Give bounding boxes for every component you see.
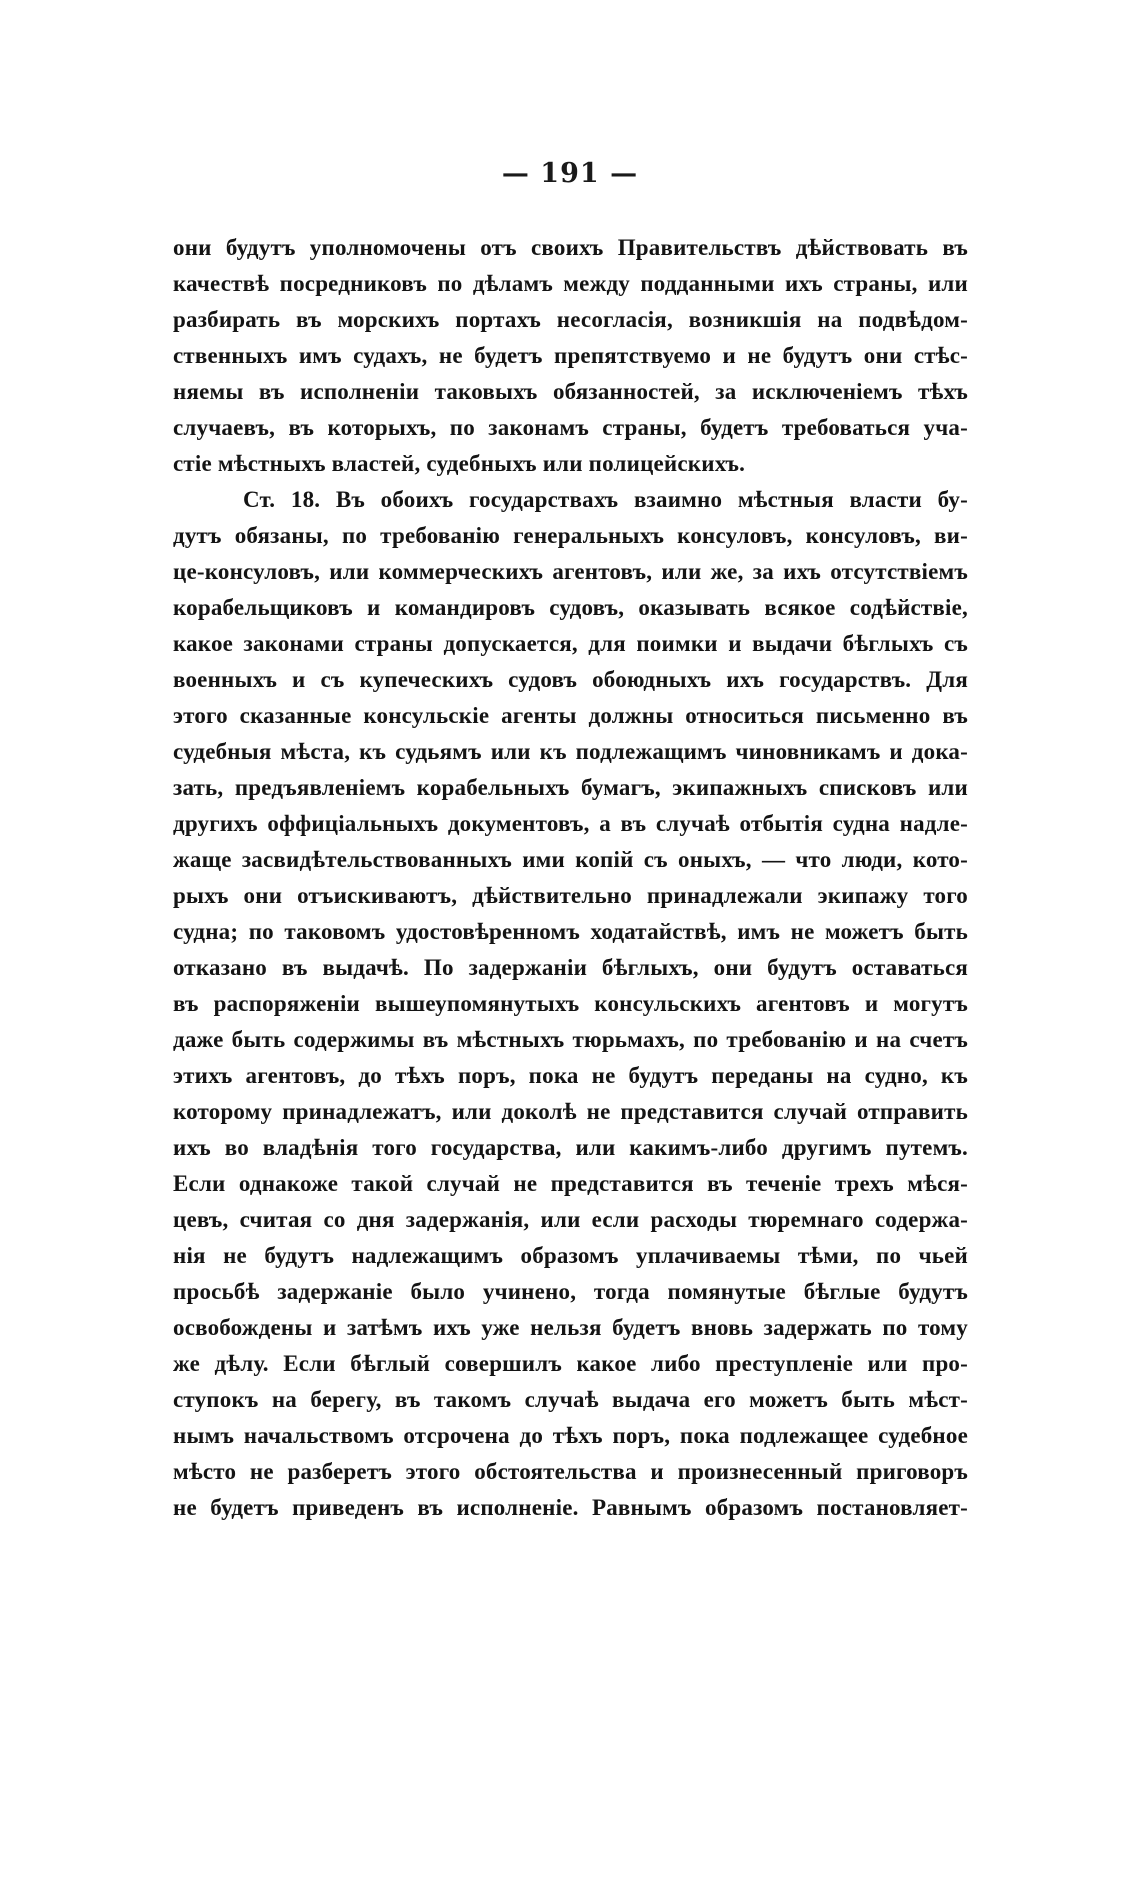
text-line: не будетъ приведенъ въ исполненіе. Равнымъ образомъ постановляет- — [173, 1495, 968, 1520]
article-heading-line: Ст. 18. Въ обоихъ государствахъ взаимно мѣстныя власти бу- — [243, 487, 968, 512]
text-line: въ распоряженіи вышеупомянутыхъ консульскихъ агентовъ и могутъ — [173, 991, 968, 1016]
text-line: военныхъ и съ купеческихъ судовъ обоюдныхъ ихъ государствъ. Для — [173, 667, 968, 692]
text-line: зать, предъявленіемъ корабельныхъ бумагъ, экипажныхъ списковъ или — [173, 775, 968, 800]
text-line: жаще засвидѣтельствованныхъ ими копій съ оныхъ, — что люди, кото- — [173, 847, 968, 872]
body-text — [173, 230, 968, 1526]
text-line: стіе мѣстныхъ властей, судебныхъ или полицейскихъ. — [173, 451, 746, 476]
text-line: освобождены и затѣмъ ихъ уже нельзя будетъ вновь задержать по тому — [173, 1315, 968, 1340]
text-line: другихъ оффиціальныхъ документовъ, а въ случаѣ отбытія судна надле- — [173, 811, 968, 836]
text-line: рыхъ они отъискиваютъ, дѣйствительно принадлежали экипажу того — [173, 883, 968, 908]
text-line: цевъ, считая со дня задержанія, или если расходы тюремнаго содержа- — [173, 1207, 968, 1232]
text-line: отказано въ выдачѣ. По задержаніи бѣглыхъ, они будутъ оставаться — [173, 955, 968, 980]
text-line: они будутъ уполномочены отъ своихъ Правительствъ дѣйствовать въ — [173, 235, 968, 260]
text-line: корабельщиковъ и командировъ судовъ, оказывать всякое содѣйствіе, — [173, 595, 968, 620]
text-line: дутъ обязаны, по требованію генеральныхъ консуловъ, консуловъ, ви- — [173, 523, 968, 548]
text-line: которому принадлежатъ, или доколѣ не представится случай отправить — [173, 1099, 968, 1124]
text-line: судебныя мѣста, къ судьямъ или къ подлежащимъ чиновникамъ и дока- — [173, 739, 968, 764]
text-line: этихъ агентовъ, до тѣхъ поръ, пока не будутъ переданы на судно, къ — [173, 1063, 968, 1088]
text-line: це-консуловъ, или коммерческихъ агентовъ, или же, за ихъ отсутствіемъ — [173, 559, 968, 584]
text-line: этого сказанные консульскіе агенты должны относиться письменно въ — [173, 703, 968, 728]
text-line: нія не будутъ надлежащимъ образомъ уплачиваемы тѣми, по чьей — [173, 1243, 968, 1268]
page-number: — 191 — — [501, 158, 639, 189]
text-line: няемы въ исполненіи таковыхъ обязанностей, за исключеніемъ тѣхъ — [173, 379, 968, 404]
text-line: мѣсто не разберетъ этого обстоятельства и произнесенный приговоръ — [173, 1459, 968, 1484]
text-line: судна; по таковомъ удостовѣренномъ ходатайствѣ, имъ не можетъ быть — [173, 919, 968, 944]
text-line: разбирать въ морскихъ портахъ несогласія, возникшія на подвѣдом- — [173, 307, 968, 332]
text-line: какое законами страны допускается, для поимки и выдачи бѣглыхъ съ — [173, 631, 968, 656]
text-line: случаевъ, въ которыхъ, по законамъ страны, будетъ требоваться уча- — [173, 415, 968, 440]
text-line: просьбѣ задержаніе было учинено, тогда помянутые бѣглые будутъ — [173, 1279, 968, 1304]
text-line: нымъ начальствомъ отсрочена до тѣхъ поръ, пока подлежащее судебное — [173, 1423, 968, 1448]
text-line: Если однакоже такой случай не представится въ теченіе трехъ мѣся- — [173, 1171, 968, 1196]
text-line: же дѣлу. Если бѣглый совершилъ какое либо преступленіе или про- — [173, 1351, 968, 1376]
text-line: качествѣ посредниковъ по дѣламъ между подданными ихъ страны, или — [173, 271, 968, 296]
text-line: даже быть содержимы въ мѣстныхъ тюрьмахъ, по требованію и на счетъ — [173, 1027, 968, 1052]
text-line: ступокъ на берегу, въ такомъ случаѣ выдача его можетъ быть мѣст- — [173, 1387, 968, 1412]
text-line: ихъ во владѣнія того государства, или какимъ-либо другимъ путемъ. — [173, 1135, 968, 1160]
text-line: ственныхъ имъ судахъ, не будетъ препятствуемо и не будутъ они стѣс- — [173, 343, 968, 368]
